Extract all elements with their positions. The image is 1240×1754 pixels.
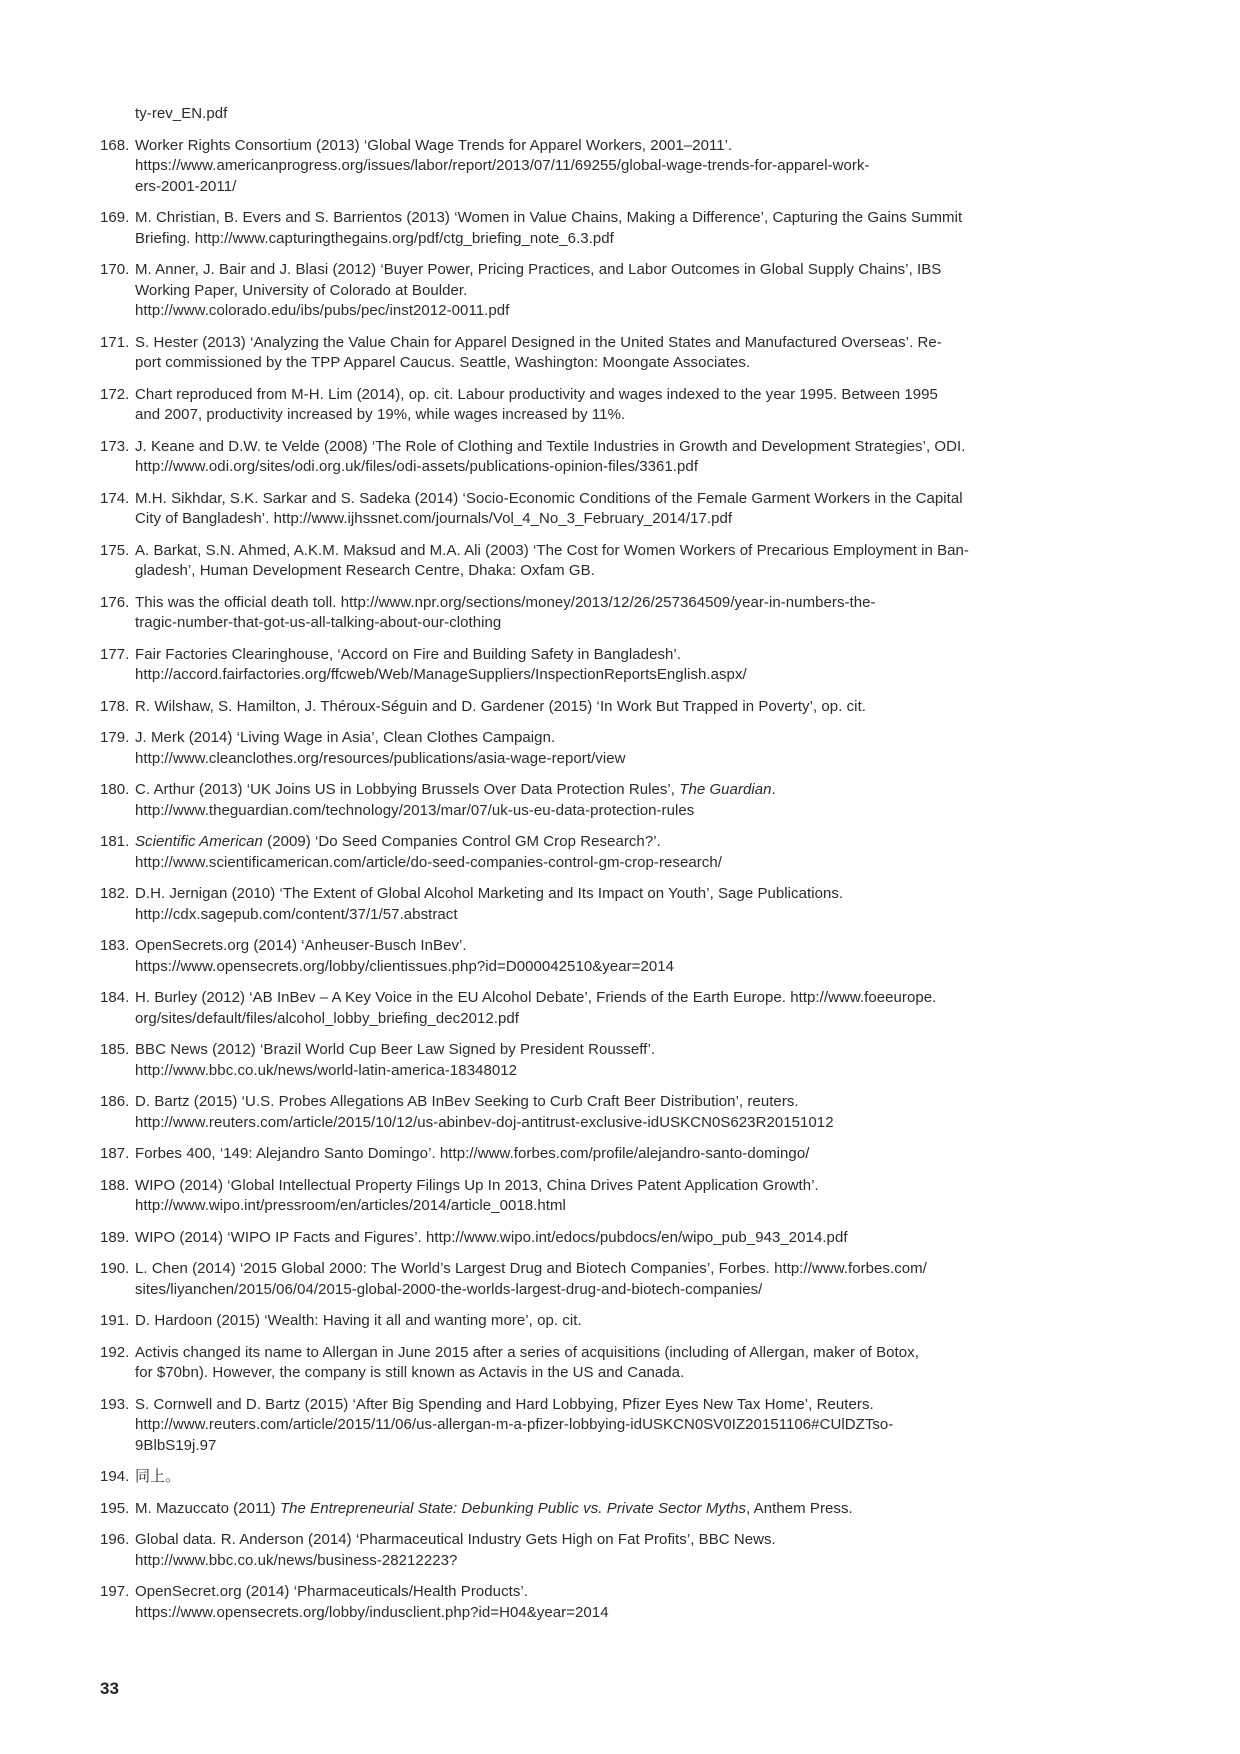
- endnote-item: [100, 1092, 995, 1133]
- endnote-line: [135, 645, 995, 666]
- text-run: OpenSecrets.org (2014) ‘Anheuser-Busch InBev’.: [135, 937, 467, 954]
- endnote-line: [135, 1530, 995, 1551]
- text-run: http://cdx.sagepub.com/content/37/1/57.abstract: [135, 905, 458, 923]
- endnote-number: 176.: [100, 593, 130, 611]
- endnote-line: [135, 405, 995, 426]
- endnote-text: [135, 1176, 995, 1217]
- endnote-line: [135, 1280, 995, 1301]
- endnote-item: [100, 541, 995, 582]
- endnote-line: [135, 1551, 995, 1572]
- endnote-line: [135, 1196, 995, 1217]
- endnote-line: [135, 801, 995, 822]
- endnote-number: 169.: [100, 209, 130, 226]
- endnote-line: [135, 697, 995, 718]
- endnote-item: [100, 1176, 995, 1217]
- text-run: D. Bartz (2015) ‘U.S. Probes Allegations AB InBev Seeking to Curb Craft Beer Distribution’, reuters.: [135, 1093, 799, 1110]
- endnote-text: [135, 1530, 995, 1571]
- endnote-item: [100, 1311, 995, 1332]
- endnote-item: [100, 1343, 995, 1384]
- endnote-line: [135, 957, 995, 978]
- endnote-number: 189.: [100, 1228, 130, 1246]
- text-run: http://www.reuters.com/article/2015/11/06/us-allergan-m-a-pfizer-lobbying-idUSKCN0SV0IZ20151106#CUlDZTso-: [135, 1416, 894, 1433]
- endnote-line: [135, 1343, 995, 1364]
- endnote-line: [135, 1259, 995, 1280]
- endnote-line: [135, 884, 995, 905]
- text-run: http://www.reuters.com/article/2015/10/12/us-abinbev-doj-antitrust-exclusive-idUSKCN0S623R20151012: [135, 1113, 834, 1131]
- endnote-number: 191.: [100, 1312, 130, 1329]
- endnote-item: [100, 1040, 995, 1081]
- endnote-number: 188.: [100, 1176, 130, 1194]
- text-run: S. Hester (2013) ‘Analyzing the Value Chain for Apparel Designed in the United States and Manufactured Overseas’. Re-: [135, 333, 942, 351]
- endnote-number: 171.: [100, 333, 130, 351]
- endnote-number: 193.: [100, 1395, 130, 1413]
- text-run: M. Mazuccato (2011): [135, 1499, 280, 1517]
- endnote-number: 195.: [100, 1499, 130, 1517]
- endnote-item: [100, 260, 995, 322]
- endnote-item: [100, 780, 995, 821]
- endnote-number: 170.: [100, 261, 130, 278]
- page-number: 33: [100, 1679, 119, 1698]
- text-run: WIPO (2014) ‘WIPO IP Facts and Figures’. http://www.wipo.int/edocs/pubdocs/en/wipo_pub_943_2014.pdf: [135, 1228, 848, 1246]
- endnote-line: [135, 1582, 995, 1603]
- endnote-number: 185.: [100, 1041, 130, 1058]
- endnote-line: [135, 509, 995, 530]
- endnote-line: [135, 1415, 995, 1436]
- endnote-text: [135, 1467, 995, 1488]
- text-run: Briefing. http://www.capturingthegains.org/pdf/ctg_briefing_note_6.3.pdf: [135, 229, 614, 247]
- endnote-item: [100, 208, 995, 249]
- endnote-text: [135, 1144, 995, 1165]
- endnote-text: [135, 780, 995, 821]
- endnote-text: [135, 832, 995, 873]
- endnote-item: [100, 385, 995, 426]
- text-run: C. Arthur (2013) ‘UK Joins US in Lobbying Brussels Over Data Protection Rules’,: [135, 781, 680, 798]
- text-run: 9BlbS19j.97: [135, 1436, 217, 1454]
- endnote-line: [135, 1061, 995, 1082]
- endnote-line: [135, 208, 995, 229]
- endnote-number: 175.: [100, 541, 130, 559]
- endnote-item: [100, 884, 995, 925]
- endnote-line: [135, 301, 995, 322]
- text-run: D.H. Jernigan (2010) ‘The Extent of Global Alcohol Marketing and Its Impact on Youth’, Sage Publications.: [135, 885, 844, 902]
- endnote-line: [135, 1395, 995, 1416]
- endnote-item: [100, 1395, 995, 1457]
- text-run: tragic-number-that-got-us-all-talking-about-our-clothing: [135, 614, 502, 631]
- endnote-line: [135, 1499, 995, 1520]
- endnote-number: 182.: [100, 885, 130, 902]
- text-run: http://www.odi.org/sites/odi.org.uk/files/odi-assets/publications-opinion-files/3361.pdf: [135, 458, 699, 475]
- text-run: Forbes 400, ‘149: Alejandro Santo Domingo’. http://www.forbes.com/profile/alejandro-santo-domingo/: [135, 1145, 810, 1162]
- endnote-line: [135, 281, 995, 302]
- endnote-line: [135, 613, 995, 634]
- endnote-text: [135, 697, 995, 718]
- endnote-text: [135, 1259, 995, 1300]
- endnote-text: [135, 489, 995, 530]
- text-run: sites/liyanchen/2015/06/04/2015-global-2000-the-worlds-largest-drug-and-biotech-companies/: [135, 1280, 763, 1298]
- endnote-item: [100, 437, 995, 478]
- endnote-text: [135, 884, 995, 925]
- text-run: and 2007, productivity increased by 19%, while wages increased by 11%.: [135, 406, 626, 423]
- endnote-line: [135, 229, 995, 250]
- endnote-text: [135, 333, 995, 374]
- text-run: Chart reproduced from M-H. Lim (2014), op. cit. Labour productivity and wages indexed to the year 1995. Between 1995: [135, 385, 938, 403]
- endnote-number: 172.: [100, 385, 130, 403]
- text-run: A. Barkat, S.N. Ahmed, A.K.M. Maksud and M.A. Ali (2003) ‘The Cost for Women Workers of Precarious Employment in Ban-: [135, 541, 969, 559]
- endnote-text: [135, 1582, 995, 1623]
- endnote-item: [100, 333, 995, 374]
- endnote-line: [135, 177, 995, 198]
- text-run: Global data. R. Anderson (2014) ‘Pharmaceutical Industry Gets High on Fat Profits’, BBC News.: [135, 1531, 776, 1548]
- italic-title: The Entrepreneurial State: Debunking Public vs. Private Sector Myths: [279, 1499, 747, 1517]
- text-run: WIPO (2014) ‘Global Intellectual Property Filings Up In 2013, China Drives Patent Application Growth’.: [135, 1176, 819, 1194]
- text-run: gladesh’, Human Development Research Centre, Dhaka: Oxfam GB.: [135, 562, 595, 579]
- endnote-text: [135, 541, 995, 582]
- endnote-line: [135, 156, 995, 177]
- endnote-number: 187.: [100, 1145, 130, 1162]
- endnote-line: [135, 1040, 995, 1061]
- endnote-line: [135, 385, 995, 406]
- continued-note-text: ty-rev_EN.pdf: [135, 105, 228, 122]
- text-run: http://www.scientificamerican.com/article/do-seed-companies-control-gm-crop-research/: [135, 853, 722, 871]
- text-run: https://www.opensecrets.org/lobby/clientissues.php?id=D000042510&year=2014: [135, 957, 675, 975]
- text-run: 同上。: [135, 1468, 181, 1485]
- text-run: port commissioned by the TPP Apparel Caucus. Seattle, Washington: Moongate Associates.: [135, 354, 751, 371]
- endnote-item: [100, 593, 995, 634]
- endnote-number: 194.: [100, 1468, 130, 1485]
- endnote-line: [135, 832, 995, 853]
- endnote-text: [135, 1343, 995, 1384]
- endnote-number: 196.: [100, 1531, 130, 1548]
- text-run: ers-2001-2011/: [135, 177, 237, 195]
- endnote-number: 190.: [100, 1260, 130, 1277]
- text-run: R. Wilshaw, S. Hamilton, J. Théroux-Séguin and D. Gardener (2015) ‘In Work But Trapped in Poverty’, op. cit.: [135, 697, 867, 715]
- endnote-item: [100, 832, 995, 873]
- endnote-line: [135, 437, 995, 458]
- endnote-text: [135, 1092, 995, 1133]
- endnote-line: [135, 665, 995, 686]
- endnote-line: [135, 905, 995, 926]
- text-run: Working Paper, University of Colorado at Boulder.: [135, 281, 468, 299]
- text-run: BBC News (2012) ‘Brazil World Cup Beer Law Signed by President Rousseff’.: [135, 1041, 656, 1058]
- endnote-text: [135, 936, 995, 977]
- text-run: S. Cornwell and D. Bartz (2015) ‘After Big Spending and Hard Lobbying, Pfizer Eyes New Tax Home’, Reuters.: [135, 1395, 874, 1413]
- endnote-number: 180.: [100, 781, 130, 798]
- endnote-number: 184.: [100, 989, 130, 1006]
- endnote-number: 179.: [100, 729, 130, 746]
- endnote-item: [100, 1259, 995, 1300]
- endnote-line: [135, 988, 995, 1009]
- endnote-number: 178.: [100, 697, 130, 715]
- endnote-number: 177.: [100, 645, 130, 663]
- endnote-line: [135, 1113, 995, 1134]
- endnote-item: [100, 645, 995, 686]
- endnote-line: [135, 1144, 995, 1165]
- text-run: M. Christian, B. Evers and S. Barrientos (2013) ‘Women in Value Chains, Making a Difference’, Capturing the Gains Summit: [135, 209, 963, 226]
- endnote-line: [135, 1092, 995, 1113]
- endnote-number: 168.: [100, 136, 130, 154]
- text-run: .: [771, 781, 776, 798]
- text-run: for $70bn). However, the company is still known as Actavis in the US and Canada.: [135, 1364, 685, 1381]
- endnote-text: [135, 728, 995, 769]
- endnote-item: [100, 988, 995, 1029]
- endnote-text: [135, 208, 995, 249]
- text-run: http://www.cleanclothes.org/resources/publications/asia-wage-report/view: [135, 749, 626, 767]
- endnote-line: [135, 728, 995, 749]
- endnote-number: 183.: [100, 937, 130, 954]
- endnote-number: 174.: [100, 489, 130, 507]
- text-run: http://accord.fairfactories.org/ffcweb/Web/ManageSuppliers/InspectionReportsEnglish.aspx/: [135, 666, 747, 683]
- endnote-line: [135, 489, 995, 510]
- endnote-item: [100, 1582, 995, 1623]
- endnote-number: 186.: [100, 1093, 130, 1110]
- text-run: OpenSecret.org (2014) ‘Pharmaceuticals/Health Products’.: [135, 1583, 528, 1600]
- endnote-item: [100, 1499, 995, 1520]
- endnote-text: [135, 1395, 995, 1457]
- text-run: https://www.opensecrets.org/lobby/indusclient.php?id=H04&year=2014: [135, 1603, 609, 1621]
- endnote-line: [135, 561, 995, 582]
- text-run: Worker Rights Consortium (2013) ‘Global Wage Trends for Apparel Workers, 2001–2011’.: [135, 136, 733, 154]
- text-run: http://www.theguardian.com/technology/2013/mar/07/uk-us-eu-data-protection-rules: [135, 801, 695, 819]
- endnote-text: [135, 645, 995, 686]
- endnote-text: [135, 593, 995, 634]
- endnote-number: 173.: [100, 437, 130, 455]
- endnote-text: [135, 1499, 995, 1520]
- endnote-line: [135, 1009, 995, 1030]
- text-run: http://www.bbc.co.uk/news/business-28212223?: [135, 1551, 458, 1569]
- text-run: H. Burley (2012) ‘AB InBev – A Key Voice in the EU Alcohol Debate’, Friends of the Earth Europe. http://www.foeeurope.: [135, 989, 937, 1006]
- endnote-line: [135, 1363, 995, 1384]
- endnote-item: [100, 1144, 995, 1165]
- endnote-line: [135, 1176, 995, 1197]
- text-run: Fair Factories Clearinghouse, ‘Accord on Fire and Building Safety in Bangladesh’.: [135, 645, 682, 663]
- text-run: http://www.colorado.edu/ibs/pubs/pec/inst2012-0011.pdf: [135, 302, 510, 319]
- endnote-text: [135, 988, 995, 1029]
- endnote-item: [100, 697, 995, 718]
- endnote-text: [135, 260, 995, 322]
- text-run: D. Hardoon (2015) ‘Wealth: Having it all and wanting more’, op. cit.: [135, 1312, 582, 1329]
- endnote-text: [135, 1311, 995, 1332]
- endnote-text: [135, 437, 995, 478]
- endnote-line: [135, 136, 995, 157]
- endnote-line: [135, 1467, 995, 1488]
- endnote-line: [135, 541, 995, 562]
- endnote-number: 181.: [100, 833, 130, 850]
- endnote-item: [100, 1530, 995, 1571]
- text-run: J. Merk (2014) ‘Living Wage in Asia’, Clean Clothes Campaign.: [135, 729, 556, 746]
- endnote-item: [100, 728, 995, 769]
- text-run: L. Chen (2014) ‘2015 Global 2000: The World’s Largest Drug and Biotech Companies’, Forbes. http://www.forbes.com/: [135, 1260, 927, 1277]
- endnote-line: [135, 353, 995, 374]
- text-run: M.H. Sikhdar, S.K. Sarkar and S. Sadeka (2014) ‘Socio-Economic Conditions of the Female Garment Workers in the Capital: [135, 489, 963, 507]
- endnote-line: [135, 457, 995, 478]
- endnote-line: [135, 1311, 995, 1332]
- endnote-line: [135, 936, 995, 957]
- endnote-line: [135, 333, 995, 354]
- endnote-line: [135, 749, 995, 770]
- text-run: http://www.bbc.co.uk/news/world-latin-america-18348012: [135, 1061, 518, 1079]
- endnote-item: [100, 1228, 995, 1249]
- endnote-line: [135, 260, 995, 281]
- text-run: J. Keane and D.W. te Velde (2008) ‘The Role of Clothing and Textile Industries in Growth and Development Strategies’, ODI.: [135, 437, 966, 455]
- endnote-line: [135, 780, 995, 801]
- italic-title: Scientific American: [135, 833, 263, 850]
- italic-title: The Guardian: [679, 781, 772, 798]
- endnote-text: [135, 136, 995, 198]
- endnote-item: [100, 936, 995, 977]
- text-run: http://www.wipo.int/pressroom/en/articles/2014/article_0018.html: [135, 1197, 566, 1214]
- endnote-item: [100, 136, 995, 198]
- text-run: City of Bangladesh’. http://www.ijhssnet.com/journals/Vol_4_No_3_February_2014/17.pdf: [135, 510, 733, 527]
- text-run: (2009) ‘Do Seed Companies Control GM Crop Research?’.: [262, 833, 661, 850]
- endnote-number: 197.: [100, 1583, 130, 1600]
- endnote-line: [135, 1436, 995, 1457]
- text-run: org/sites/default/files/alcohol_lobby_briefing_dec2012.pdf: [135, 1009, 519, 1027]
- endnote-line: [135, 853, 995, 874]
- endnote-text: [135, 1040, 995, 1081]
- text-run: M. Anner, J. Bair and J. Blasi (2012) ‘Buyer Power, Pricing Practices, and Labor Outcomes in Global Supply Chains’, IBS: [135, 261, 942, 278]
- text-run: This was the official death toll. http://www.npr.org/sections/money/2013/12/26/257364509/year-in-numbers-the-: [135, 593, 876, 611]
- text-run: Activis changed its name to Allergan in June 2015 after a series of acquisitions (including of Allergan, maker of Botox,: [135, 1343, 919, 1361]
- endnotes-list: [100, 104, 995, 1634]
- endnote-number: 192.: [100, 1343, 130, 1361]
- text-run: , Anthem Press.: [746, 1499, 853, 1517]
- endnote-line: [135, 1603, 995, 1624]
- endnote-item: [100, 489, 995, 530]
- endnote-text: [135, 1228, 995, 1249]
- endnote-line: [135, 1228, 995, 1249]
- text-run: https://www.americanprogress.org/issues/labor/report/2013/07/11/69255/global-wage-trends-for-apparel-work-: [135, 157, 870, 174]
- endnote-item: [100, 1467, 995, 1488]
- endnote-text: [135, 385, 995, 426]
- endnote-line: [135, 593, 995, 614]
